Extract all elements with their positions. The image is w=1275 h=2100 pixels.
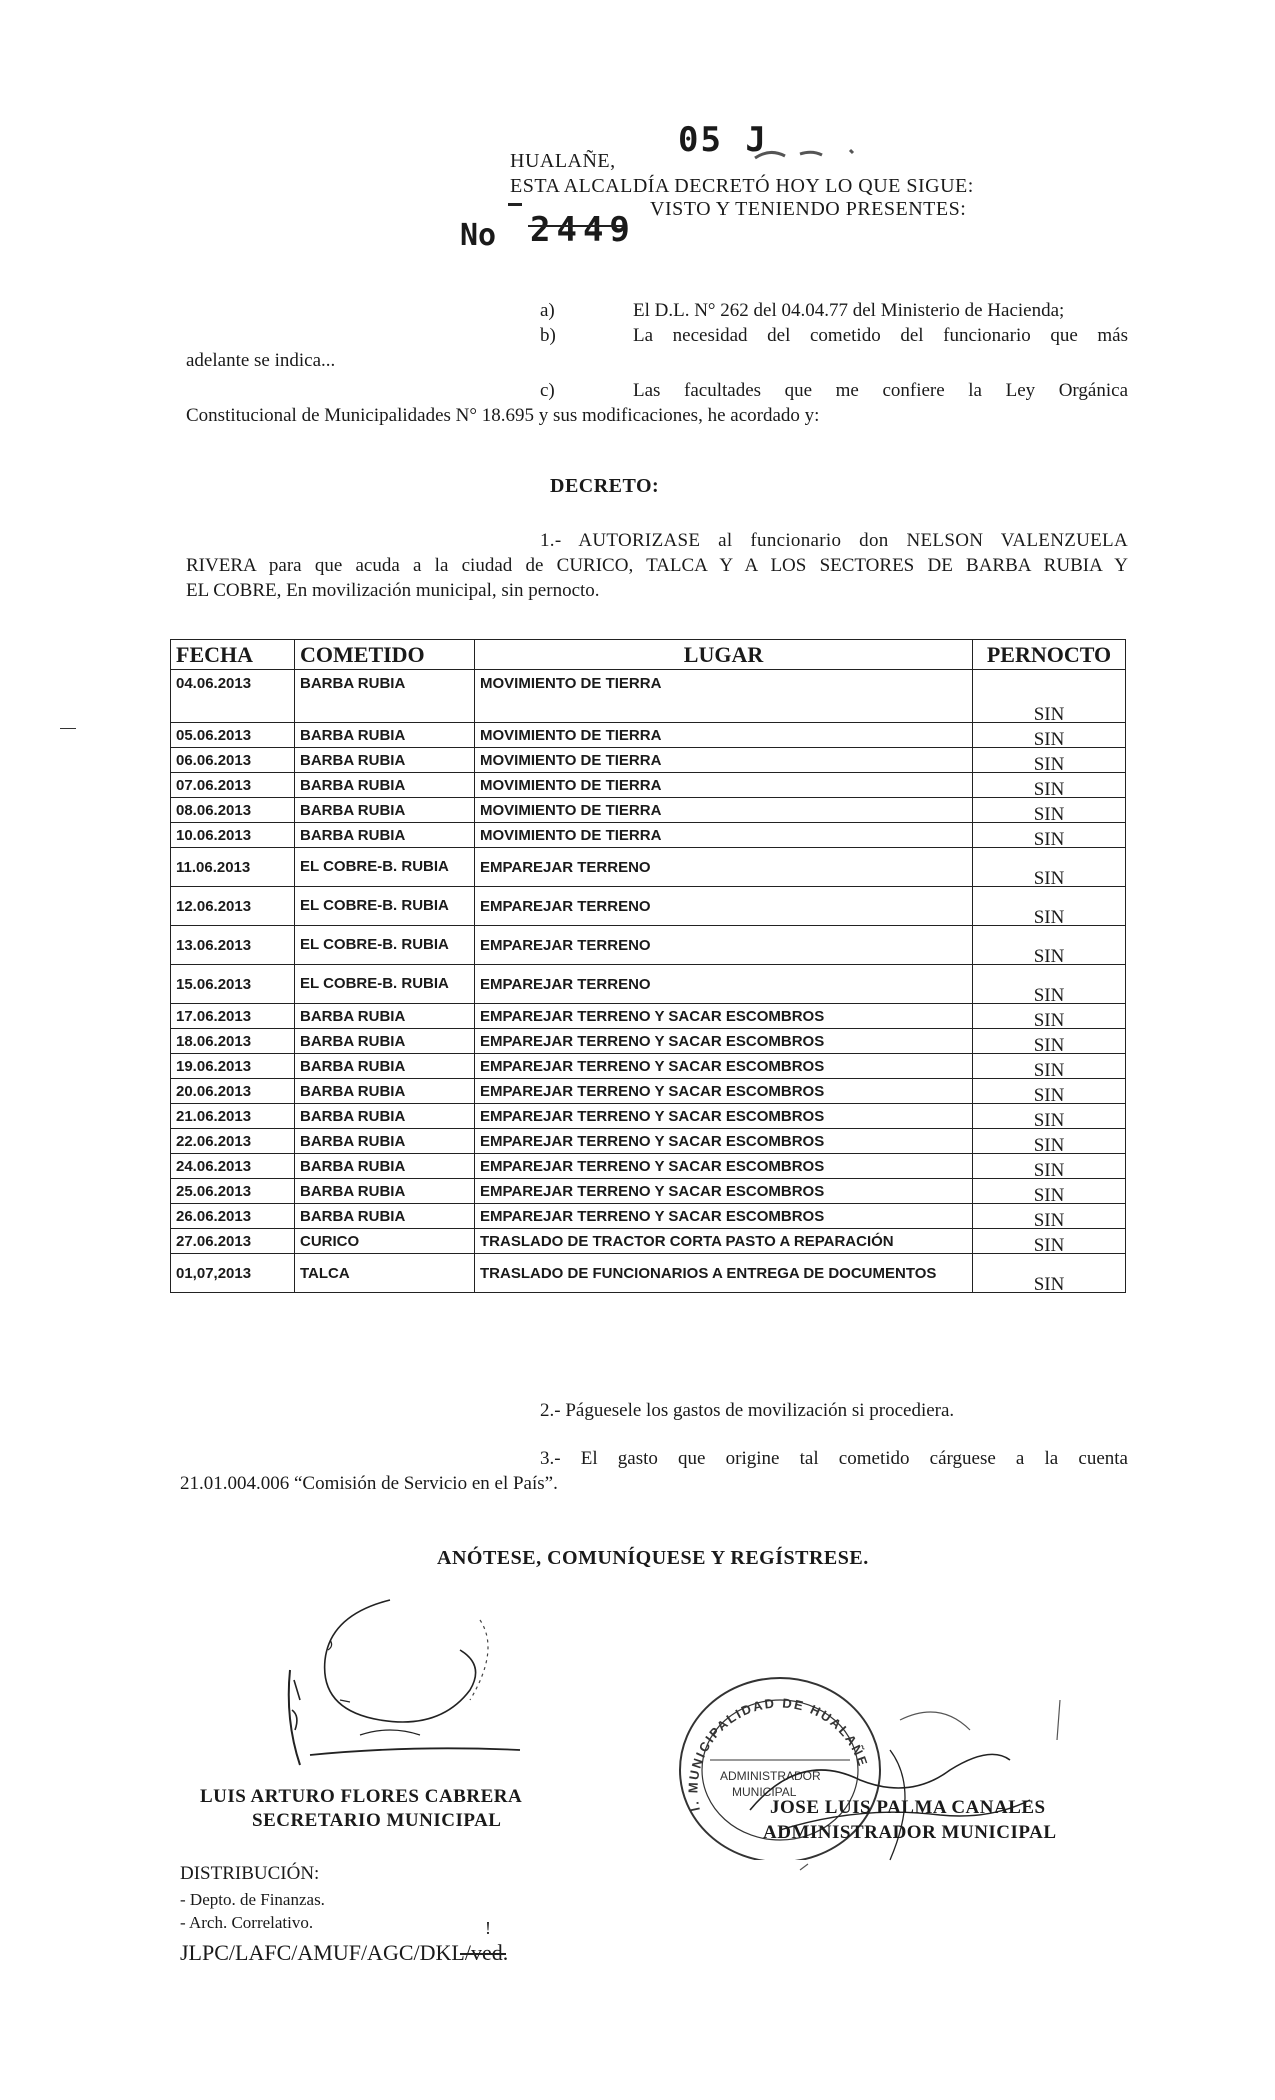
cell-cometido: BARBA RUBIA (295, 670, 475, 723)
initials-line: JLPC/LAFC/AMUF/AGC/DKL/ved. (180, 1940, 509, 1965)
cell-lugar: MOVIMIENTO DE TIERRA (475, 798, 973, 823)
header-pernocto: PERNOCTO (973, 640, 1126, 670)
cell-pernocto: SIN (973, 1104, 1126, 1129)
right-signer-name: JOSE LUIS PALMA CANALES (770, 1797, 1046, 1818)
cell-pernocto: SIN (973, 1179, 1126, 1204)
cell-lugar: TRASLADO DE FUNCIONARIOS A ENTREGA DE DOCUMENTOS (475, 1254, 973, 1293)
cell-pernocto: SIN (973, 773, 1126, 798)
cell-pernocto: SIN (973, 1154, 1126, 1179)
table-row (171, 748, 1126, 773)
left-signature (270, 1580, 550, 1770)
margin-mark (60, 728, 76, 729)
cell-cometido: EL COBRE-B. RUBIA (295, 887, 475, 926)
cell-pernocto: SIN (973, 887, 1126, 926)
cell-cometido: BARBA RUBIA (295, 773, 475, 798)
cell-lugar: EMPAREJAR TERRENO Y SACAR ESCOMBROS (475, 1029, 973, 1054)
item-b-text-cont: adelante se indica... (186, 350, 336, 371)
right-signature (740, 1690, 1080, 1890)
right-signer-title: ADMINISTRADOR MUNICIPAL (763, 1822, 1057, 1843)
left-signer-name: LUIS ARTURO FLORES CABRERA (200, 1786, 523, 1807)
table-row (171, 1054, 1126, 1079)
stamp-center-line2: MUNICIPAL (732, 1785, 797, 1799)
table-row (171, 823, 1126, 848)
item-c-label: c) (540, 380, 555, 401)
trip-table (170, 639, 1126, 1293)
table-row (171, 773, 1126, 798)
cell-cometido: BARBA RUBIA (295, 1104, 475, 1129)
decree-p1-line1: 1.- AUTORIZASE al funcionario don NELSON VALENZUELA (540, 530, 1128, 551)
item-c-text-cont: Constitucional de Municipalidades N° 18.695 y sus modificaciones, he acordado y: (186, 405, 820, 426)
cell-fecha: 25.06.2013 (171, 1179, 295, 1204)
cell-cometido: EL COBRE-B. RUBIA (295, 848, 475, 887)
cell-pernocto: SIN (973, 1004, 1126, 1029)
date-stamp-faded (750, 130, 870, 170)
cell-fecha: 18.06.2013 (171, 1029, 295, 1054)
decree-p1-line2: RIVERA para que acuda a la ciudad de CURICO, TALCA Y A LOS SECTORES DE BARBA RUBIA Y (186, 555, 1128, 576)
cell-pernocto: SIN (973, 965, 1126, 1004)
table-row (171, 798, 1126, 823)
cell-fecha: 20.06.2013 (171, 1079, 295, 1104)
cell-lugar: MOVIMIENTO DE TIERRA (475, 823, 973, 848)
distribution-item: - Arch. Correlativo. (180, 1913, 314, 1932)
dash-mark (508, 203, 522, 206)
cell-fecha: 06.06.2013 (171, 748, 295, 773)
cell-cometido: BARBA RUBIA (295, 748, 475, 773)
cell-lugar: MOVIMIENTO DE TIERRA (475, 723, 973, 748)
cell-lugar: EMPAREJAR TERRENO Y SACAR ESCOMBROS (475, 1079, 973, 1104)
cell-lugar: EMPAREJAR TERRENO Y SACAR ESCOMBROS (475, 1054, 973, 1079)
table-row (171, 965, 1126, 1004)
cell-fecha: 05.06.2013 (171, 723, 295, 748)
cell-pernocto: SIN (973, 1029, 1126, 1054)
cell-pernocto: SIN (973, 848, 1126, 887)
tick-mark: ! (485, 1918, 491, 1938)
strike-line (528, 225, 623, 227)
cell-pernocto: SIN (973, 670, 1126, 723)
table-row (171, 1179, 1126, 1204)
decree-intro: ESTA ALCALDÍA DECRETÓ HOY LO QUE SIGUE: (510, 175, 974, 197)
distribution-title: DISTRIBUCIÓN: (180, 1863, 320, 1884)
decree-p2: 2.- Páguesele los gastos de movilización si procediera. (540, 1400, 955, 1421)
table-row (171, 723, 1126, 748)
item-a-label: a) (540, 300, 555, 321)
cell-fecha: 13.06.2013 (171, 926, 295, 965)
table-row (171, 926, 1126, 965)
cell-lugar: TRASLADO DE TRACTOR CORTA PASTO A REPARACIÓN (475, 1229, 973, 1254)
cell-pernocto: SIN (973, 748, 1126, 773)
date-stamp: 05 J (678, 120, 768, 160)
cell-fecha: 27.06.2013 (171, 1229, 295, 1254)
cell-lugar: MOVIMIENTO DE TIERRA (475, 670, 973, 723)
item-c-text: Las facultades que me confiere la Ley Orgánica (633, 380, 1128, 401)
cell-fecha: 12.06.2013 (171, 887, 295, 926)
table-row (171, 1129, 1126, 1154)
table-row (171, 887, 1126, 926)
distribution-item: - Depto. de Finanzas. (180, 1890, 325, 1909)
cell-lugar: EMPAREJAR TERRENO Y SACAR ESCOMBROS (475, 1204, 973, 1229)
header-lugar: LUGAR (475, 640, 973, 670)
table-row (171, 1154, 1126, 1179)
cell-pernocto: SIN (973, 823, 1126, 848)
cell-lugar: EMPAREJAR TERRENO (475, 965, 973, 1004)
cell-lugar: EMPAREJAR TERRENO (475, 926, 973, 965)
table-row (171, 1004, 1126, 1029)
cell-cometido: BARBA RUBIA (295, 1079, 475, 1104)
table-row (171, 1079, 1126, 1104)
decree-p1-line3: EL COBRE, En movilización municipal, sin pernocto. (186, 580, 600, 601)
table-row (171, 1254, 1126, 1293)
cell-pernocto: SIN (973, 1229, 1126, 1254)
decree-number: 2449 (530, 210, 636, 250)
cell-pernocto: SIN (973, 798, 1126, 823)
cell-lugar: MOVIMIENTO DE TIERRA (475, 748, 973, 773)
cell-fecha: 17.06.2013 (171, 1004, 295, 1029)
cell-lugar: EMPAREJAR TERRENO Y SACAR ESCOMBROS (475, 1154, 973, 1179)
cell-fecha: 15.06.2013 (171, 965, 295, 1004)
cell-fecha: 07.06.2013 (171, 773, 295, 798)
cell-lugar: EMPAREJAR TERRENO Y SACAR ESCOMBROS (475, 1129, 973, 1154)
cell-cometido: BARBA RUBIA (295, 1029, 475, 1054)
header-cometido: COMETIDO (295, 640, 475, 670)
cell-fecha: 21.06.2013 (171, 1104, 295, 1129)
cell-lugar: EMPAREJAR TERRENO (475, 887, 973, 926)
item-b-label: b) (540, 325, 556, 346)
cell-cometido: BARBA RUBIA (295, 1179, 475, 1204)
table-row (171, 848, 1126, 887)
cell-lugar: EMPAREJAR TERRENO Y SACAR ESCOMBROS (475, 1179, 973, 1204)
cell-cometido: BARBA RUBIA (295, 1129, 475, 1154)
item-a-text: El D.L. N° 262 del 04.04.77 del Ministerio de Hacienda; (633, 300, 1065, 321)
decree-p3-line1: 3.- El gasto que origine tal cometido cárguese a la cuenta (540, 1448, 1128, 1469)
cell-pernocto: SIN (973, 1079, 1126, 1104)
cell-cometido: BARBA RUBIA (295, 723, 475, 748)
cell-pernocto: SIN (973, 1129, 1126, 1154)
header-fecha: FECHA (171, 640, 295, 670)
cell-cometido: EL COBRE-B. RUBIA (295, 965, 475, 1004)
cell-fecha: 01,07,2013 (171, 1254, 295, 1293)
cell-cometido: TALCA (295, 1254, 475, 1293)
cell-cometido: CURICO (295, 1229, 475, 1254)
cell-pernocto: SIN (973, 926, 1126, 965)
cell-pernocto: SIN (973, 1254, 1126, 1293)
cell-fecha: 04.06.2013 (171, 670, 295, 723)
table-row (171, 1104, 1126, 1129)
item-b-text: La necesidad del cometido del funcionario que más (633, 325, 1128, 346)
cell-pernocto: SIN (973, 1204, 1126, 1229)
cell-fecha: 22.06.2013 (171, 1129, 295, 1154)
cell-fecha: 19.06.2013 (171, 1054, 295, 1079)
stamp-text: I. MUNICIPALIDAD DE HUALAÑE (685, 1695, 872, 1813)
cell-lugar: EMPAREJAR TERRENO Y SACAR ESCOMBROS (475, 1004, 973, 1029)
cell-lugar: EMPAREJAR TERRENO (475, 848, 973, 887)
cell-cometido: BARBA RUBIA (295, 1054, 475, 1079)
left-signer-title: SECRETARIO MUNICIPAL (252, 1810, 502, 1831)
table-row (171, 1229, 1126, 1254)
cell-cometido: EL COBRE-B. RUBIA (295, 926, 475, 965)
cell-pernocto: SIN (973, 1054, 1126, 1079)
cell-cometido: BARBA RUBIA (295, 1004, 475, 1029)
initials-strike (460, 1953, 506, 1955)
cell-lugar: EMPAREJAR TERRENO Y SACAR ESCOMBROS (475, 1104, 973, 1129)
decree-p3-line2: 21.01.004.006 “Comisión de Servicio en el País”. (180, 1473, 558, 1494)
cell-cometido: BARBA RUBIA (295, 823, 475, 848)
cell-fecha: 24.06.2013 (171, 1154, 295, 1179)
decree-title: DECRETO: (550, 475, 660, 497)
cell-fecha: 08.06.2013 (171, 798, 295, 823)
cell-lugar: MOVIMIENTO DE TIERRA (475, 773, 973, 798)
visto-line: VISTO Y TENIENDO PRESENTES: (650, 198, 967, 220)
stamp-center-line1: ADMINISTRADOR (720, 1769, 821, 1783)
city-line: HUALAÑE, (510, 150, 616, 172)
closing-formula: ANÓTESE, COMUNÍQUESE Y REGÍSTRESE. (437, 1547, 869, 1569)
cell-cometido: BARBA RUBIA (295, 1204, 475, 1229)
table-row (171, 670, 1126, 723)
table-row (171, 1204, 1126, 1229)
cell-fecha: 10.06.2013 (171, 823, 295, 848)
table-row (171, 1029, 1126, 1054)
cell-fecha: 26.06.2013 (171, 1204, 295, 1229)
cell-pernocto: SIN (973, 723, 1126, 748)
cell-cometido: BARBA RUBIA (295, 798, 475, 823)
cell-fecha: 11.06.2013 (171, 848, 295, 887)
decree-number-label: No (460, 218, 497, 253)
cell-cometido: BARBA RUBIA (295, 1154, 475, 1179)
table-header-row (171, 640, 1126, 670)
